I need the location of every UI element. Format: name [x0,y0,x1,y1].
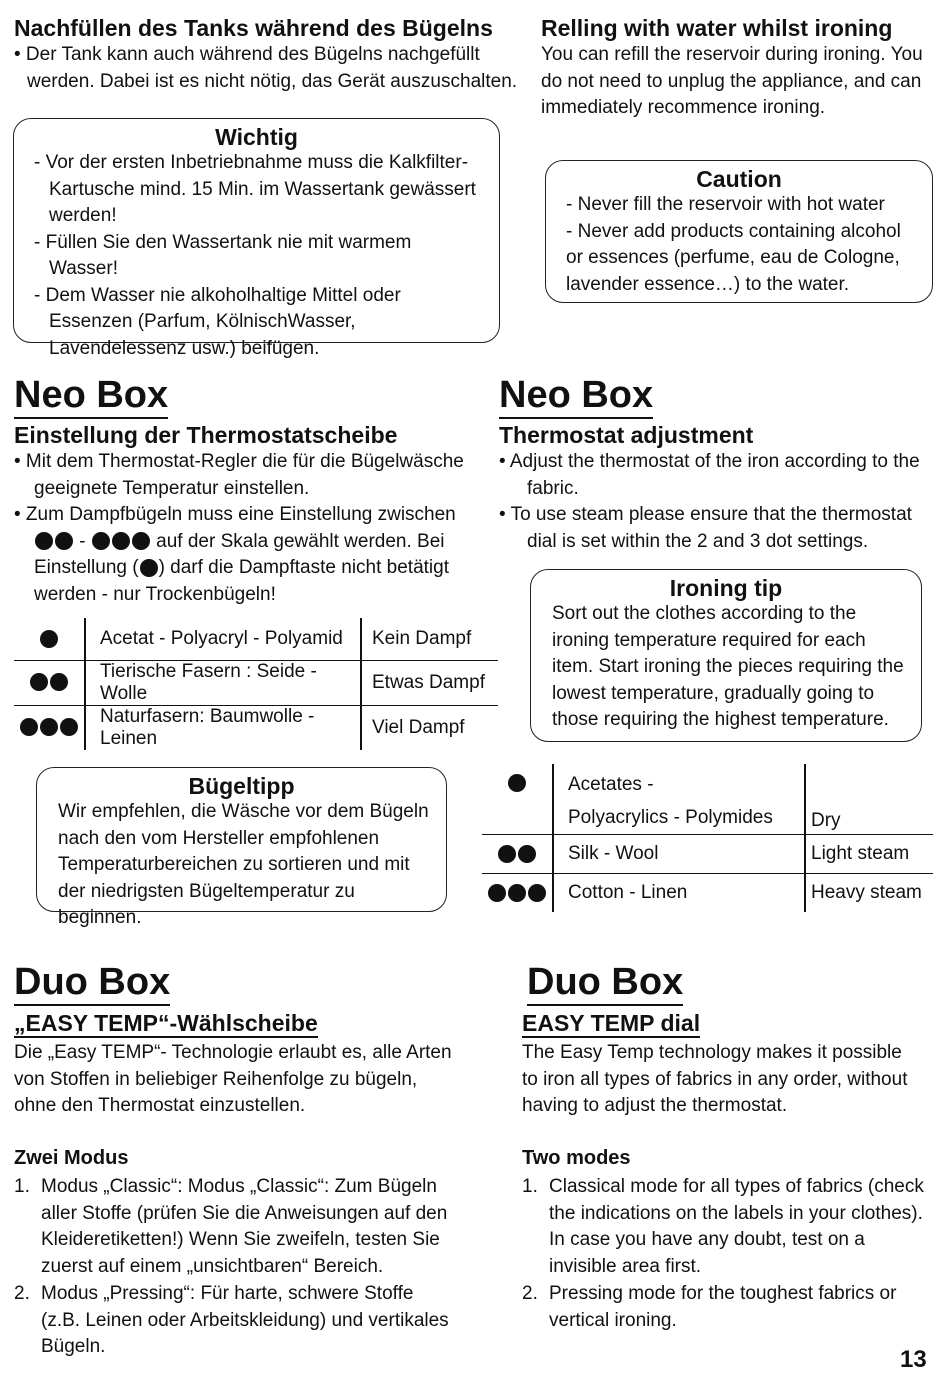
table-row [14,660,498,705]
duo-de-modes-title: Zwei Modus [14,1147,129,1169]
dot-icon [60,718,78,736]
table-cell: Tierische Fasern : Seide - Wolle [100,660,317,704]
dot-icon [488,884,506,902]
duo-en-modes-title: Two modes [522,1147,631,1169]
dot-icon [50,673,68,691]
list-number: 1. [522,1176,538,1197]
neo-en-heading: Neo Box [499,374,653,419]
refill-de-title: Nachfüllen des Tanks während des Bügelns [14,15,493,41]
table-cell: Etwas Dampf [361,660,498,705]
dot-icon [528,884,546,902]
neo-en-bullet2: • To use steam please ensure that the thermostat dial is set within the 2 and 3 dot settings. [499,504,912,552]
duo-de-mode1 [14,1174,454,1280]
duo-en-mode1 [522,1174,932,1280]
duo-en-mode2-text: Pressing mode for the toughest fabrics or vertical ironing. [549,1283,897,1331]
dot-icon [55,532,73,550]
table-cell: Dry [805,764,933,835]
wichtig-item: - Dem Wasser nie alkoholhaltige Mittel oder Essenzen (Parfum, KölnischWasser, Lavendelessenz usw.) beifügen. [34,284,401,359]
duo-en-mode1-text: Classical mode for all types of fabrics (check the indications on the labels in your clothes). In case you have any doubt, test on a invisible area first. [549,1176,924,1277]
caution-title: Caution [696,166,782,192]
duo-de-mode2 [14,1281,454,1361]
refill-de-text: • Der Tank kann auch während des Bügelns nachgefüllt werden. Dabei ist es nicht nötig, das Gerät auszuschalten. [14,44,518,92]
neo-en-temp-table [482,764,933,912]
wichtig-box [13,118,500,359]
table-cell: Light steam [805,835,933,874]
neo-de-bullet2-c: ) darf die Dampftaste nicht betätigt werden - nur Trockenbügeln! [34,557,449,605]
dot-icon [518,845,536,863]
list-number: 2. [522,1283,538,1304]
table-row [14,705,498,750]
ironing-tip-text: Sort out the clothes according to the ironing temperature required for each item. Start ironing the pieces requiring the lowest temperature, gradually going to those requiring the highest temperature. [552,603,904,730]
caution-item: - Never add products containing alcohol or essences (perfume, eau de Cologne, lavender essence…) to the water. [566,220,901,295]
table-cell-line: Acetates - [568,774,654,795]
table-row [482,764,933,835]
list-number: 1. [14,1176,30,1197]
table-cell: Acetat - Polyacryl - Polyamid [100,627,343,649]
duo-en-mode2 [522,1281,932,1334]
dot-icon [508,774,526,792]
dot-icon [40,718,58,736]
dot-icon [20,718,38,736]
neo-en-subheading: Thermostat adjustment [499,422,754,448]
neo-de-bullet1: • Mit dem Thermostat-Regler die für die Bügelwäsche geeignete Temperatur einstellen. [14,451,464,499]
duo-de-mode1-text: Modus „Classic“: Modus „Classic“: Zum Bügeln aller Stoffe (prüfen Sie die Anweisungen auf den Kleideretiketten!) Wenn Sie zweifeln, testen Sie zuerst auf einem „unsichtbaren“ Bereich. [41,1176,448,1277]
duo-en-intro: The Easy Temp technology makes it possible to iron all types of fabrics in any order, without having to adjust the thermostat. [522,1042,908,1116]
neo-de-temp-table [14,618,498,750]
bugeltipp-title: Bügeltipp [188,773,295,799]
table-row [482,874,933,913]
ironing-tip-box [530,569,922,742]
duo-de-subheading: „EASY TEMP“-Wählscheibe [14,1010,318,1036]
duo-en-subheading: EASY TEMP dial [522,1010,701,1036]
table-cell: Kein Dampf [361,618,498,660]
neo-de-heading: Neo Box [14,374,168,419]
wichtig-title: Wichtig [215,124,298,150]
bugeltipp-box [36,767,447,928]
wichtig-item: - Füllen Sie den Wassertank nie mit warmem Wasser! [34,231,412,279]
neo-de-bullet2-a: • Zum Dampfbügeln muss eine Einstellung zwischen [14,504,456,525]
dot-icon [35,532,53,550]
page-number: 13 [900,1346,927,1373]
duo-de-intro: Die „Easy TEMP“- Technologie erlaubt es, alle Arten von Stoffen in beliebiger Reihenfolge zu bügeln, ohne den Thermostat einzustellen. [14,1042,452,1116]
neo-de-bullet2-b: auf der Skala gewählt werden. Bei Einstellung ( [34,530,445,578]
dot-icon [140,559,158,577]
list-number: 2. [14,1283,30,1304]
table-row [482,835,933,874]
bugeltipp-text: Wir empfehlen, die Wäsche vor dem Bügeln nach den vom Hersteller empfohlenen Temperaturbereichen zu sortieren und mit der niedrigsten Bügeltemperatur zu beginnen. [58,801,429,928]
neo-de-subheading: Einstellung der Thermostatscheibe [14,422,398,448]
table-cell: Heavy steam [805,874,933,913]
duo-de-mode2-text: Modus „Pressing“: Für harte, schwere Stoffe (z.B. Leinen oder Arbeitskleidung) und vertikales Bügeln. [41,1283,449,1357]
caution-box [545,160,933,303]
neo-en-bullet1: • Adjust the thermostat of the iron according to the fabric. [499,451,920,499]
dot-icon [92,532,110,550]
refill-en-title: Relling with water whilst ironing [541,15,893,41]
table-cell: Viel Dampf [361,705,498,750]
dot-icon [508,884,526,902]
caution-item: - Never fill the reservoir with hot water [566,194,885,215]
duo-en-heading: Duo Box [527,961,683,1006]
table-cell-line: Polyacrylics - Polymides [568,807,773,828]
dot-icon [498,845,516,863]
wichtig-item: - Vor der ersten Inbetriebnahme muss die Kalkfilter-Kartusche mind. 15 Min. im Wassertank gewässert werden! [34,152,476,226]
dot-icon [112,532,130,550]
dot-icon [30,673,48,691]
table-cell: Silk - Wool [568,843,659,864]
table-cell [553,764,805,835]
duo-de-heading: Duo Box [14,961,170,1006]
table-row [14,618,498,660]
refill-en-text: You can refill the reservoir during ironing. You do not need to unplug the appliance, and can immediately recommence ironing. [541,44,923,118]
table-cell: Naturfasern: Baumwolle - Leinen [100,705,315,749]
table-cell: Cotton - Linen [568,882,688,903]
ironing-tip-title: Ironing tip [669,575,783,601]
dot-icon [132,532,150,550]
neo-de-bullet2: • Zum Dampfbügeln muss eine Einstellung zwischen - auf der Skala gewählt werden. Bei Einstellung ( ) darf die Dampftaste nicht betätigt werden - nur Trockenbügeln! [14,504,456,605]
dot-icon [40,630,58,648]
